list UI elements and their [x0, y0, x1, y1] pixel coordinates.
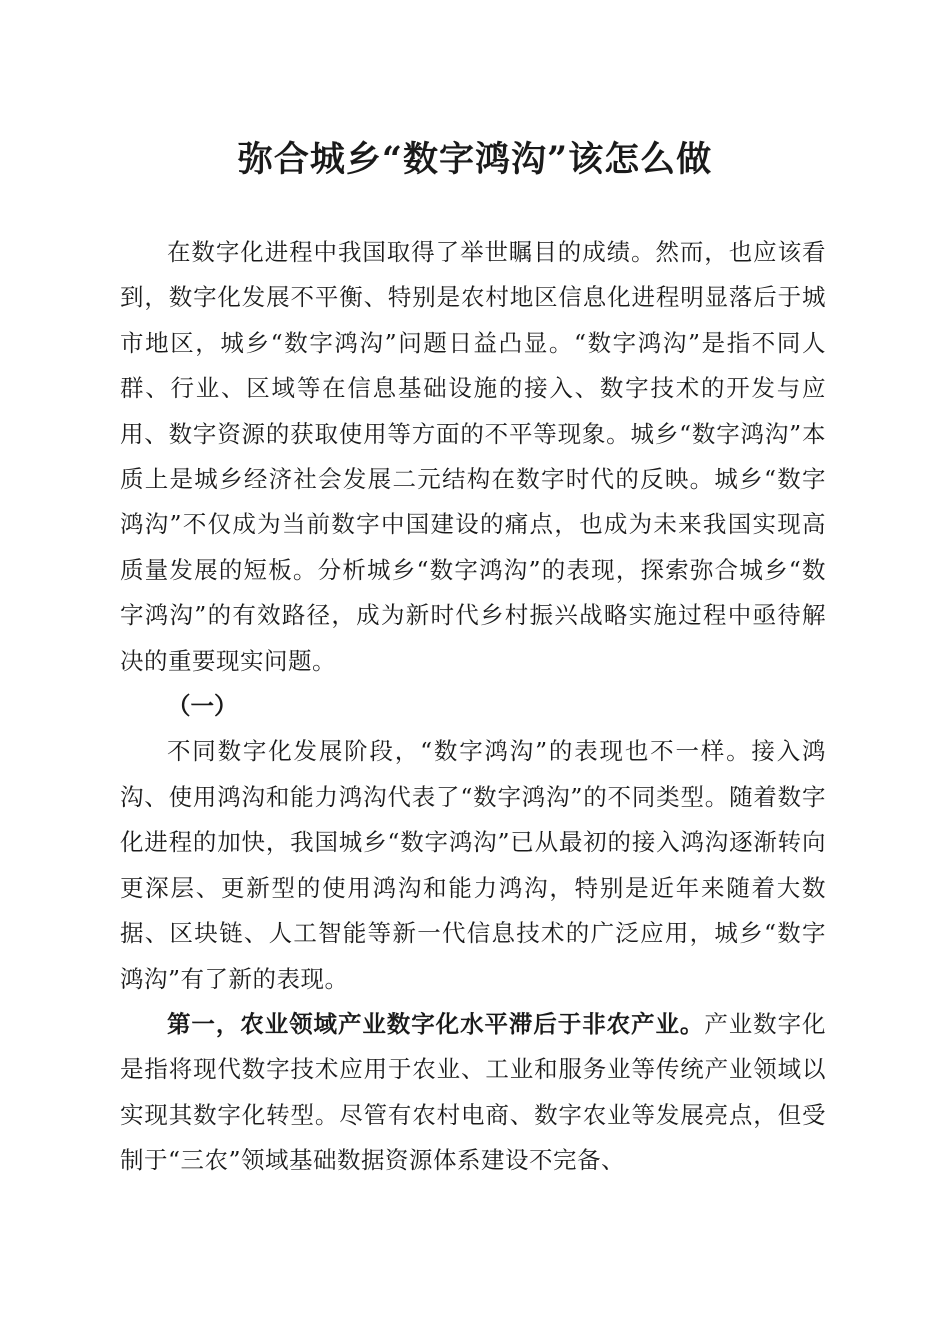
intro-paragraph: 在数字化进程中我国取得了举世瞩目的成绩。然而，也应该看到，数字化发展不平衡、特别是农村地区信息化进程明显落后于城市地区，城乡“数字鸿沟”问题日益凸显。“数字鸿沟”是指不同人群、行业、区域等在信息基础设施的接入、数字技术的开发与应用、数字资源的获取使用等方面的不平等现象。城乡“数字鸿沟”本质上是城乡经济社会发展二元结构在数字时代的反映。城乡“数字鸿沟”不仅成为当前数字中国建设的痛点，也成为未来我国实现高质量发展的短板。分析城乡“数字鸿沟”的表现，探索弥合城乡“数字鸿沟”的有效路径，成为新时代乡村振兴战略实施过程中亟待解决的重要现实问题。: [120, 238, 826, 675]
point-one-lead: 第一，农业领域产业数字化水平滞后于非农产业。: [167, 1009, 705, 1038]
section-heading: （一）: [167, 692, 238, 721]
document-title: 弥合城乡“数字鸿沟”该怎么做: [237, 139, 713, 180]
document-body: [120, 230, 826, 1184]
point-one-paragraph: [120, 1002, 826, 1184]
point-one-text: 产业数字化是指将现代数字技术应用于农业、工业和服务业等传统产业领域以实现其数字化转型。尽管有农村电商、数字农业等发展亮点，但受制于“三农”领域基础数据资源体系建设不完备、: [120, 1009, 827, 1175]
section-paragraph: 不同数字化发展阶段，“数字鸿沟”的表现也不一样。接入鸿沟、使用鸿沟和能力鸿沟代表了“数字鸿沟”的不同类型。随着数字化进程的加快，我国城乡“数字鸿沟”已从最初的接入鸿沟逐渐转向更深层、更新型的使用鸿沟和能力鸿沟，特别是近年来随着大数据、区块链、人工智能等新一代信息技术的广泛应用，城乡“数字鸿沟”有了新的表现。: [120, 737, 826, 993]
